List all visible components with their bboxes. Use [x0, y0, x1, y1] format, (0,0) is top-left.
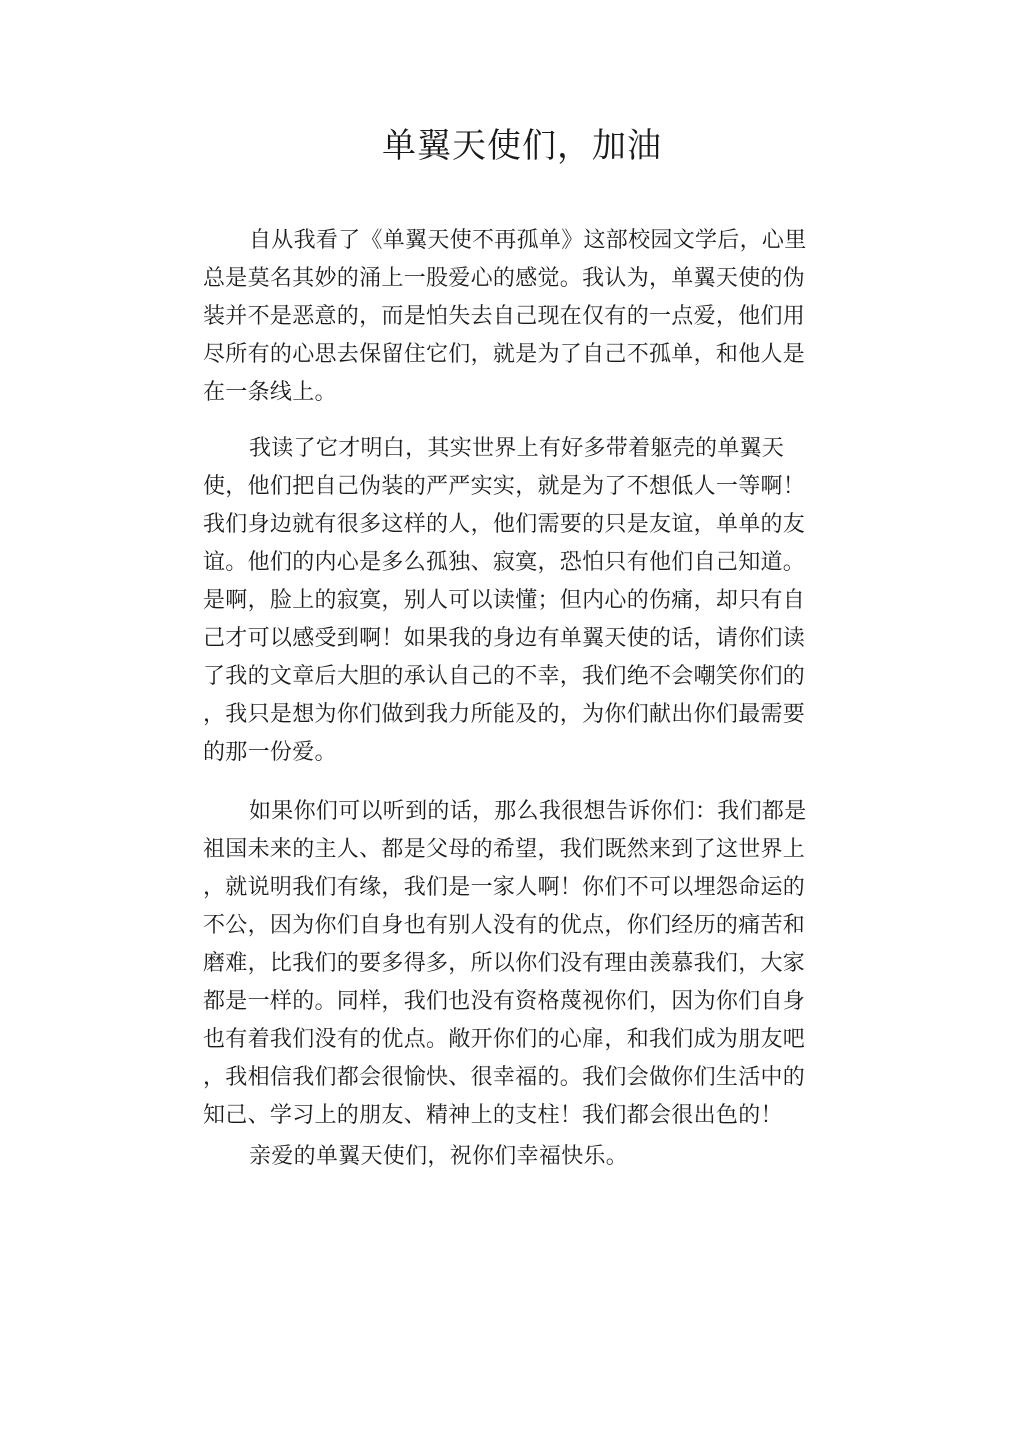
paragraph-4: [203, 1138, 823, 1176]
paragraph-3: [203, 793, 823, 1135]
text-line: 是啊，脸上的寂寞，别人可以读懂；但内心的伤痛，却只有自: [203, 588, 806, 613]
document-title: 单翼天使们，加油: [382, 126, 662, 166]
text-line: 亲爱的单翼天使们，祝你们幸福快乐。: [249, 1144, 629, 1169]
paragraph-2: [203, 430, 823, 772]
text-line: 我们身边就有很多这样的人，他们需要的只是友谊，单单的友: [203, 512, 806, 537]
text-line: 使，他们把自己伪装的严严实实，就是为了不想低人一等啊！: [203, 474, 806, 499]
text-line: 磨难，比我们的要多得多，所以你们没有理由羡慕我们，大家: [203, 951, 806, 976]
text-line: 在一条线上。: [203, 380, 337, 405]
text-line: 谊。他们的内心是多么孤独、寂寞，恐怕只有他们自己知道。: [203, 550, 806, 575]
text-line: 了我的文章后大胆的承认自己的不幸，我们绝不会嘲笑你们的: [203, 664, 806, 689]
text-line: 祖国未来的主人、都是父母的希望，我们既然来到了这世界上: [203, 837, 806, 862]
text-line: 也有着我们没有的优点。敞开你们的心扉，和我们成为朋友吧: [203, 1027, 806, 1052]
text-line: 都是一样的。同样，我们也没有资格蔑视你们，因为你们自身: [203, 989, 806, 1014]
document-body: [203, 222, 823, 1176]
text-line: 尽所有的心思去保留住它们，就是为了自己不孤单，和他人是: [203, 342, 806, 367]
text-line: 知己、学习上的朋友、精神上的支柱！我们都会很出色的！: [203, 1103, 783, 1128]
text-line: 我读了它才明白，其实世界上有好多带着躯壳的单翼天: [249, 436, 785, 461]
text-line: 装并不是恶意的，而是怕失去自己现在仅有的一点爱，他们用: [203, 304, 806, 329]
paragraph-1: [203, 222, 823, 412]
text-line: 的那一份爱。: [203, 740, 337, 765]
text-line: 不公，因为你们自身也有别人没有的优点，你们经历的痛苦和: [203, 913, 806, 938]
text-line: ，就说明我们有缘，我们是一家人啊！你们不可以埋怨命运的: [203, 875, 806, 900]
text-line: 己才可以感受到啊！如果我的身边有单翼天使的话，请你们读: [203, 626, 806, 651]
text-line: 如果你们可以听到的话，那么我很想告诉你们：我们都是: [249, 799, 807, 824]
text-line: ，我只是想为你们做到我力所能及的，为你们献出你们最需要: [203, 702, 806, 727]
text-line: 总是莫名其妙的涌上一股爱心的感觉。我认为，单翼天使的伪: [203, 266, 806, 291]
text-line: 自从我看了《单翼天使不再孤单》这部校园文学后，心里: [249, 228, 807, 253]
text-line: ，我相信我们都会很愉快、很幸福的。我们会做你们生活中的: [203, 1065, 806, 1090]
